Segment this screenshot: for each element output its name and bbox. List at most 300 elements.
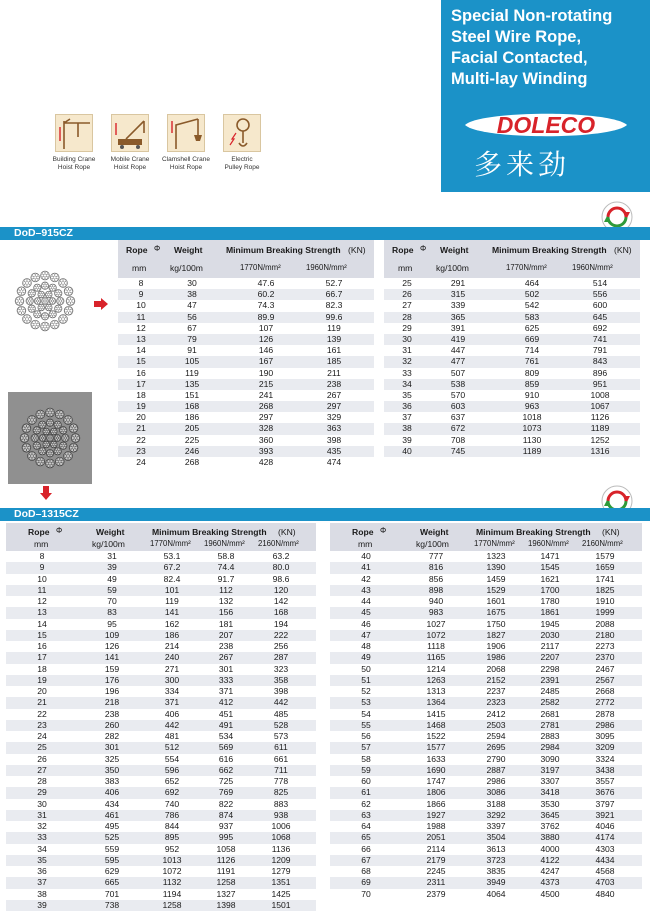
weight-cell: 91 (187, 345, 197, 356)
mbs-1770-cell: 167 (258, 356, 274, 367)
mbs-1770-cell: 1130 (522, 434, 542, 445)
weight-cell: 603 (450, 401, 466, 412)
rope-diameter-cell: 27 (402, 300, 412, 311)
weight-cell: 49 (107, 573, 117, 584)
weight-cell: 708 (450, 434, 466, 445)
grade-1770-header: 1770N/mm² (150, 539, 191, 548)
mbs-1770-cell: 2412 (486, 708, 506, 719)
mbs-2160-cell: 4174 (595, 832, 615, 843)
strand (38, 304, 45, 311)
title-line-1: Special Non-rotating (451, 7, 613, 25)
table-row (6, 900, 316, 911)
weight-cell: 105 (184, 356, 200, 367)
mbs-1960-cell: 1621 (540, 573, 560, 584)
strand (28, 416, 37, 425)
weight-cell: 109 (104, 629, 120, 640)
strand (28, 290, 35, 297)
mbs-1770-cell: 1906 (486, 641, 506, 651)
mbs-1960-cell: 3530 (540, 798, 560, 809)
rope-diameter-cell: 57 (361, 742, 371, 753)
mbs-1770-cell: 3949 (486, 877, 506, 888)
mbs-2160-cell: 2088 (595, 618, 615, 629)
rope-diameter-cell: 21 (37, 697, 47, 708)
mbs-2160-cell: 3676 (595, 787, 615, 798)
strand (50, 428, 57, 435)
weight-cell: 777 (428, 551, 444, 561)
weight-cell: 595 (104, 854, 120, 865)
kn-header: (KN) (348, 245, 366, 255)
rope-diameter-cell: 26 (402, 289, 412, 300)
mbs-2160-cell: 1136 (271, 843, 291, 854)
mbs-1960-cell: 91.7 (217, 573, 235, 584)
table-915cz-left (118, 240, 374, 468)
mbs-1960-cell: 822 (218, 798, 234, 809)
mbs-1960-cell: 1189 (590, 423, 610, 434)
weight-cell: 38 (187, 289, 197, 300)
table-row (118, 457, 374, 468)
weight-cell: 225 (184, 434, 200, 445)
table-row (330, 855, 642, 866)
rope-diameter-cell: 18 (136, 389, 146, 400)
table-row (330, 664, 642, 675)
mbs-1770-cell: 3188 (486, 798, 506, 809)
mbs-1960-cell: 333 (218, 674, 234, 685)
mbs-1770-cell: 428 (258, 457, 274, 467)
weight-cell: 406 (104, 787, 120, 798)
strand (69, 424, 78, 433)
rope-diameter-cell: 28 (402, 311, 412, 322)
weight-cell: 1263 (426, 674, 446, 685)
strand (15, 297, 24, 306)
rope-diameter-cell: 11 (37, 584, 47, 595)
rope-diameter-cell: 25 (37, 742, 47, 753)
strand (66, 297, 75, 306)
mbs-1770-cell: 3613 (486, 843, 506, 854)
weight-header: Weight (174, 245, 203, 255)
rope-diameter-cell: 36 (37, 866, 47, 876)
mbs-1960-cell: 156 (218, 607, 234, 618)
rope-diameter-cell: 68 (361, 866, 371, 876)
brand-chinese-name: 多来劲 (474, 148, 571, 181)
mbs-1770-cell: 2152 (486, 674, 506, 685)
table-row (6, 697, 316, 708)
mbs-1960-cell: 769 (218, 787, 234, 798)
table-row (330, 720, 642, 731)
strand (39, 435, 46, 442)
rope-header: Rope (352, 527, 374, 537)
mbs-1770-cell: 1072 (162, 866, 182, 876)
strand (43, 428, 50, 435)
mbs-1770-cell: 1675 (486, 607, 506, 618)
mbs-2160-cell: 1659 (595, 562, 615, 573)
table-row (118, 278, 374, 289)
rope-diameter-cell: 22 (136, 434, 146, 445)
table-row (6, 810, 316, 821)
rope-diameter-cell: 54 (361, 708, 371, 719)
table-row (118, 356, 374, 367)
application-icons (48, 114, 278, 184)
mbs-1770-cell: 692 (164, 787, 180, 798)
table-row (384, 334, 640, 345)
weight-cell: 1468 (426, 719, 446, 730)
table-row (330, 607, 642, 618)
table-row (6, 596, 316, 607)
rope-diameter-cell: 35 (37, 854, 47, 865)
mbs-1960-cell: 371 (218, 686, 234, 696)
weight-cell: 701 (104, 888, 120, 899)
mbs-1960-cell: 1945 (540, 618, 560, 629)
mbs-2160-cell: 3557 (595, 776, 615, 786)
rope-diameter-cell: 21 (136, 423, 146, 434)
rope-diameter-cell: 23 (136, 445, 146, 456)
table-row (6, 585, 316, 596)
weight-cell: 461 (104, 809, 120, 820)
strand (23, 315, 32, 324)
table-row (6, 641, 316, 652)
mbs-2160-cell: 120 (273, 584, 289, 595)
rope-diameter-cell: 16 (136, 367, 146, 378)
mbs-1960-cell: 896 (592, 367, 608, 378)
mbs-1770-cell: 300 (164, 674, 180, 685)
table-header (118, 240, 374, 278)
mbs-1770-cell: 82.4 (163, 573, 181, 584)
weight-cell: 135 (184, 378, 200, 389)
app-caption: Pulley Rope (224, 164, 260, 171)
rope-diameter-cell: 19 (37, 674, 47, 685)
mbs-1960-cell: 2485 (540, 686, 560, 696)
mbs-1770-cell: 786 (164, 809, 180, 820)
mbs-1960-cell: 1258 (216, 877, 236, 888)
mbs-1770-cell: 910 (524, 389, 540, 400)
strand (69, 443, 78, 452)
table-row (118, 423, 374, 434)
strand (50, 273, 59, 282)
weight-cell: 538 (450, 378, 466, 389)
weight-cell: 1313 (426, 686, 446, 696)
mbs-1770-cell: 1323 (486, 551, 506, 561)
mbs-1770-cell: 215 (258, 378, 274, 389)
app-mobile-crane (104, 114, 156, 172)
weight-cell: 126 (104, 641, 120, 651)
table-row (118, 390, 374, 401)
mbs-1770-cell: 1390 (486, 562, 506, 573)
mbs-1770-cell: 502 (524, 289, 540, 300)
weight-cell: 67 (187, 322, 197, 333)
table-row (6, 619, 316, 630)
rope-diameter-cell: 25 (402, 278, 412, 288)
mbs-1770-cell: 3504 (486, 832, 506, 843)
rope-diameter-cell: 24 (136, 457, 146, 467)
strand (54, 435, 61, 442)
rope-diameter-cell: 58 (361, 753, 371, 764)
mbs-1960-cell: 874 (218, 809, 234, 820)
rope-diameter-cell: 32 (402, 356, 412, 367)
strand (41, 322, 50, 331)
mbs-1770-cell: 146 (258, 345, 274, 356)
mbs-1770-cell: 1750 (486, 618, 506, 629)
mbs-1770-cell: 895 (164, 832, 180, 843)
mbs-1770-cell: 2986 (486, 776, 506, 786)
mbs-2160-cell: 883 (273, 798, 289, 809)
rope-diameter-cell: 8 (39, 551, 45, 561)
weight-cell: 1866 (426, 798, 446, 809)
table-row (330, 551, 642, 562)
grade-1770-header: 1770N/mm² (506, 263, 547, 272)
mbs-1960-cell: 398 (326, 434, 342, 445)
table-row (330, 630, 642, 641)
grade-1960-header: 1960N/mm² (204, 539, 245, 548)
mbs-1960-cell: 181 (218, 618, 234, 629)
weight-cell: 315 (450, 289, 466, 300)
table-row (118, 379, 374, 390)
strand (36, 457, 45, 466)
clamshell-crane-icon (167, 114, 205, 152)
strand (60, 442, 67, 449)
table-row (384, 278, 640, 289)
mbs-1770-cell: 1601 (486, 596, 506, 606)
mbs-1960-cell: 1316 (590, 445, 610, 456)
mbs-1960-cell: 1191 (216, 866, 236, 876)
mbs-1960-cell: 451 (218, 708, 234, 719)
arrow-right-icon (94, 298, 108, 310)
table-row (384, 289, 640, 300)
weight-cell: 59 (107, 584, 117, 595)
mbs-1770-cell: 1459 (486, 573, 506, 584)
mbs-1770-cell: 371 (164, 697, 180, 708)
strand (33, 427, 40, 434)
mbs-2160-cell: 4046 (595, 821, 615, 831)
weight-cell: 1927 (426, 809, 446, 820)
mbs-2160-cell: 3438 (595, 764, 615, 775)
mbs-2160-cell: 938 (273, 809, 289, 820)
mbs-2160-cell: 1579 (595, 551, 615, 561)
mbs-1770-cell: 3086 (486, 787, 506, 798)
mbs-2160-cell: 1501 (271, 899, 291, 910)
strand (46, 408, 55, 417)
table-row (384, 435, 640, 446)
mbs-1770-cell: 652 (164, 776, 180, 786)
rope-diameter-cell: 65 (361, 832, 371, 843)
mbs-2160-cell: 4434 (595, 854, 615, 865)
mbs-1960-cell: 3880 (540, 832, 560, 843)
weight-cell: 1747 (426, 776, 446, 786)
weight-cell: 141 (104, 652, 120, 663)
mm-header: mm (358, 539, 373, 549)
table-row (384, 345, 640, 356)
mbs-2160-cell: 3921 (595, 809, 615, 820)
mbs-1770-cell: 240 (164, 652, 180, 663)
weight-cell: 1522 (426, 731, 446, 741)
weight-cell: 1364 (426, 697, 446, 708)
mbs-1960-cell: 3762 (540, 821, 560, 831)
table-row (384, 323, 640, 334)
table-row (118, 345, 374, 356)
table-1315cz-right (330, 523, 642, 900)
rope-diameter-cell: 45 (361, 607, 371, 618)
mbs-1770-cell: 141 (164, 607, 180, 618)
mbs-1960-cell: 112 (219, 584, 233, 595)
table-row (384, 446, 640, 457)
strand (34, 284, 41, 291)
mbs-1960-cell: 207 (218, 629, 234, 640)
strand (50, 320, 59, 329)
weight-cell: 1988 (426, 821, 446, 831)
mbs-1770-cell: 952 (164, 843, 180, 854)
rope-diameter-cell: 10 (37, 573, 47, 584)
table-row (384, 412, 640, 423)
weight-cell: 1415 (426, 708, 446, 719)
mbs-1770-cell: 809 (524, 367, 540, 378)
weight-cell: 1027 (426, 618, 446, 629)
rope-diameter-cell: 12 (136, 322, 146, 333)
weight-cell: 159 (104, 663, 120, 674)
rope-diameter-cell: 32 (37, 821, 47, 831)
mbs-1960-cell: 99.6 (325, 311, 343, 322)
strand (31, 320, 40, 329)
weight-unit-header: kg/100m (416, 539, 449, 549)
mbs-1960-cell: 474 (326, 457, 342, 467)
rope-diameter-cell: 53 (361, 697, 371, 708)
strand (17, 287, 26, 296)
strand (49, 284, 56, 291)
weight-header: Weight (96, 527, 125, 537)
mbs-1770-cell: 4064 (486, 888, 506, 899)
weight-cell: 196 (104, 686, 120, 696)
mbs-2160-cell: 711 (274, 764, 288, 775)
weight-cell: 350 (104, 764, 120, 775)
mbs-header: Minimum Breaking Strength (492, 245, 607, 255)
rope-diameter-cell: 22 (37, 708, 47, 719)
rope-diameter-cell: 55 (361, 719, 371, 730)
table-row (6, 765, 316, 776)
weight-cell: 2051 (426, 832, 446, 843)
mbs-2160-cell: 1741 (595, 573, 615, 584)
mbs-1770-cell: 186 (164, 629, 180, 640)
table-row (330, 844, 642, 855)
rope-diameter-cell: 23 (37, 719, 47, 730)
mbs-1770-cell: 844 (164, 821, 180, 831)
mbs-1770-cell: 53.1 (163, 551, 181, 561)
weight-cell: 2114 (426, 843, 446, 854)
app-caption: Electric (231, 156, 253, 163)
weight-cell: 95 (107, 618, 117, 629)
table-row (330, 799, 642, 810)
table-row (118, 334, 374, 345)
weight-cell: 176 (104, 674, 120, 685)
mbs-1960-cell: 363 (326, 423, 342, 434)
rope-diameter-cell: 44 (361, 596, 371, 606)
mbs-1960-cell: 297 (326, 401, 342, 412)
weight-cell: 70 (107, 596, 117, 606)
mbs-1960-cell: 725 (218, 776, 234, 786)
rope-diameter-cell: 15 (37, 629, 47, 640)
weight-cell: 447 (450, 345, 466, 356)
mbs-1960-cell: 1398 (216, 899, 236, 910)
mbs-1960-cell: 1471 (540, 551, 560, 561)
strand (45, 304, 52, 311)
strand (59, 315, 68, 324)
weight-cell: 282 (104, 731, 120, 741)
mbs-1960-cell: 2207 (540, 652, 560, 663)
mbs-1960-cell: 2298 (540, 663, 560, 674)
strand (39, 448, 46, 455)
strand (34, 311, 41, 318)
table-row (6, 742, 316, 753)
table-row (6, 754, 316, 765)
rope-diameter-cell: 9 (39, 562, 45, 573)
table-header (6, 523, 316, 551)
mbs-1960-cell: 2984 (540, 742, 560, 753)
mbs-1770-cell: 963 (524, 401, 540, 412)
mbs-1960-cell: 4373 (540, 877, 560, 888)
table-row (6, 799, 316, 810)
mbs-1770-cell: 1013 (162, 854, 182, 865)
mbs-1960-cell: 791 (592, 345, 608, 356)
weight-cell: 559 (104, 843, 120, 854)
mbs-1770-cell: 2594 (486, 731, 506, 741)
mbs-2160-cell: 573 (273, 731, 289, 741)
table-row (118, 300, 374, 311)
weight-cell: 434 (104, 798, 120, 809)
app-building-crane (48, 114, 100, 172)
strand (64, 306, 73, 315)
mbs-1960-cell: 58.8 (217, 551, 235, 561)
table-row (330, 709, 642, 720)
strand (47, 435, 54, 442)
mbs-1770-cell: 107 (258, 322, 274, 333)
rope-diameter-cell: 42 (361, 573, 371, 584)
mbs-1960-cell: 161 (326, 345, 342, 356)
mbs-1960-cell: 267 (326, 389, 342, 400)
rope-diameter-cell: 38 (402, 423, 412, 434)
strand (55, 410, 64, 419)
table-row (6, 877, 316, 888)
rope-diameter-cell: 61 (361, 787, 371, 798)
rope-diameter-cell: 14 (136, 345, 146, 356)
table-row (118, 312, 374, 323)
weight-unit-header: kg/100m (92, 539, 125, 549)
table-row (6, 866, 316, 877)
strand (50, 441, 57, 448)
rope-diameter-cell: 47 (361, 629, 371, 640)
mbs-1960-cell: 995 (218, 832, 234, 843)
weight-cell: 291 (450, 278, 466, 288)
mbs-1770-cell: 442 (164, 719, 180, 730)
rope-diameter-cell: 40 (402, 445, 412, 456)
mbs-2160-cell: 1425 (271, 888, 291, 899)
grade-2160-header: 2160N/mm² (582, 539, 623, 548)
mbs-2160-cell: 2567 (595, 674, 615, 685)
rope-diameter-cell: 13 (37, 607, 47, 618)
rope-diameter-cell: 20 (136, 412, 146, 423)
mbs-2160-cell: 1006 (271, 821, 291, 831)
mbs-1770-cell: 1258 (162, 899, 182, 910)
mbs-1960-cell: 569 (218, 742, 234, 753)
table-1315cz-left (6, 523, 316, 911)
grade-1960-header: 1960N/mm² (306, 263, 347, 272)
mbs-1960-cell: 185 (326, 356, 342, 367)
table-row (118, 323, 374, 334)
weight-cell: 2245 (426, 866, 446, 876)
mbs-1960-cell: 4000 (540, 843, 560, 854)
weight-cell: 168 (184, 401, 200, 412)
rope-diameter-cell: 51 (361, 674, 371, 685)
mm-header: mm (34, 539, 49, 549)
strand (45, 291, 52, 298)
arrow-down-icon (40, 486, 52, 500)
strand (54, 421, 61, 428)
rope-diameter-cell: 37 (37, 877, 47, 888)
